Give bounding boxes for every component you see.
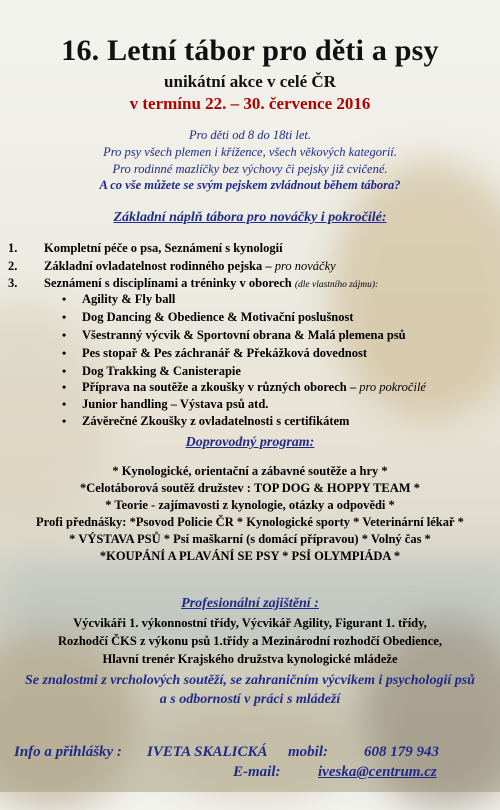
discipline-bullet — [62, 328, 406, 343]
experience-line: Se znalostmi z vrcholových soutěží, se zahraničním výcvikem i psychologií psů — [25, 673, 475, 688]
bullet-icon: • — [62, 397, 67, 411]
experience-line: a s odborností v práci s mládeží — [159, 692, 341, 707]
bullet-icon: • — [62, 364, 67, 378]
item-text: Kompletní péče o psa, Seznámení s kynologií — [44, 241, 283, 255]
program-line: Profi přednášky: *Psovod Policie ČR * Kynologické sporty * Veterinární lékař * — [36, 515, 464, 529]
discipline-bullet — [62, 414, 349, 429]
event-date: v termínu 22. – 30. července 2016 — [129, 94, 371, 113]
mobile-number: 608 179 943 — [364, 744, 439, 760]
staff-line: Výcvikáři 1. výkonnostní třídy, Výcvikář Agility, Figurant 1. třídy, — [73, 616, 427, 630]
contact-line — [14, 744, 439, 761]
bullet-icon: • — [62, 346, 67, 360]
bullet-note: pro pokročilé — [359, 380, 426, 394]
intro-line: Pro děti od 8 do 18ti let. — [188, 128, 312, 142]
program-line: * Kynologické, orientační a zábavné soutěže a hry * — [112, 464, 388, 478]
staff-line: Hlavní trenér Krajského družstva kynologické mládeže — [102, 652, 398, 666]
page-title: 16. Letní tábor pro děti a psy — [61, 34, 439, 67]
item-note: pro nováčky — [274, 259, 336, 273]
email-label: E-mail: — [233, 764, 281, 780]
subtitle: unikátní akce v celé ČR — [164, 72, 336, 91]
email-line — [233, 764, 437, 781]
numbered-item — [8, 241, 283, 256]
item-text: Seznámení s disciplínami a tréninky v oborech — [44, 276, 295, 290]
intro-line: Pro psy všech plemen i křížence, všech věkových kategorií. — [103, 145, 397, 159]
discipline-bullet — [62, 310, 354, 325]
email-link[interactable]: iveska@centrum.cz — [318, 764, 437, 780]
discipline-bullet — [62, 380, 426, 395]
bullet-text: Dog Trakking & Canisterapie — [82, 364, 241, 378]
bullet-text: Pes stopař & Pes záchranář & Překážková dovednost — [82, 346, 368, 360]
mobile-label: mobil: — [288, 744, 328, 760]
bullet-icon: • — [62, 414, 67, 428]
discipline-bullet — [62, 397, 268, 412]
section-heading-basic: Základní náplň tábora pro nováčky i pokročilé: — [113, 210, 387, 225]
program-line: *Celotáborová soutěž družstev : TOP DOG & HOPPY TEAM * — [80, 481, 420, 495]
bullet-text: Závěrečné Zkoušky z ovladatelnosti s certifikátem — [82, 414, 350, 428]
program-line: * Teorie - zajímavosti z kynologie, otázky a odpovědi * — [105, 498, 395, 512]
discipline-bullet — [62, 346, 367, 361]
contact-label: Info a přihlášky : — [14, 744, 122, 760]
program-line: * VÝSTAVA PSŮ * Psí maškarní (s domácí přípravou) * Volný čas * — [69, 532, 431, 546]
item-number: 3. — [8, 276, 18, 290]
section-heading-professional: Profesionální zajištění : — [181, 596, 319, 611]
item-text: Základní ovladatelnost rodinného pejska – — [44, 259, 275, 273]
bullet-text: Příprava na soutěže a zkoušky v různých oborech – — [82, 380, 360, 394]
bullet-icon: • — [62, 310, 67, 324]
bullet-text: Dog Dancing & Obedience & Motivační poslušnost — [82, 310, 354, 324]
bullet-text: Všestranný výcvik & Sportovní obrana & Malá plemena psů — [82, 328, 406, 342]
item-note: (dle vlastního zájmu): — [294, 280, 379, 290]
intro-question: A co vše můžete se svým pejskem zvládnout během tábora? — [99, 178, 401, 192]
program-line: *KOUPÁNÍ A PLAVÁNÍ SE PSY * PSÍ OLYMPIÁDA * — [99, 549, 401, 563]
item-number: 2. — [8, 259, 18, 273]
bullet-text: Agility & Fly ball — [82, 292, 176, 306]
item-number: 1. — [8, 241, 18, 255]
section-heading-program: Doprovodný program: — [185, 435, 315, 450]
numbered-item — [8, 276, 378, 291]
intro-line: Pro rodinné mazlíčky bez výchovy či pejsky již cvičené. — [112, 162, 388, 176]
contact-name: IVETA SKALICKÁ — [147, 744, 268, 760]
discipline-bullet — [62, 364, 241, 379]
numbered-item — [8, 259, 336, 274]
bullet-icon: • — [62, 292, 67, 306]
bullet-text: Junior handling – Výstava psů atd. — [82, 397, 269, 411]
discipline-bullet — [62, 292, 175, 307]
staff-line: Rozhodčí ČKS z výkonu psů 1.třídy a Mezinárodní rozhodčí Obedience, — [58, 634, 442, 648]
bullet-icon: • — [62, 380, 67, 394]
bullet-icon: • — [62, 328, 67, 342]
